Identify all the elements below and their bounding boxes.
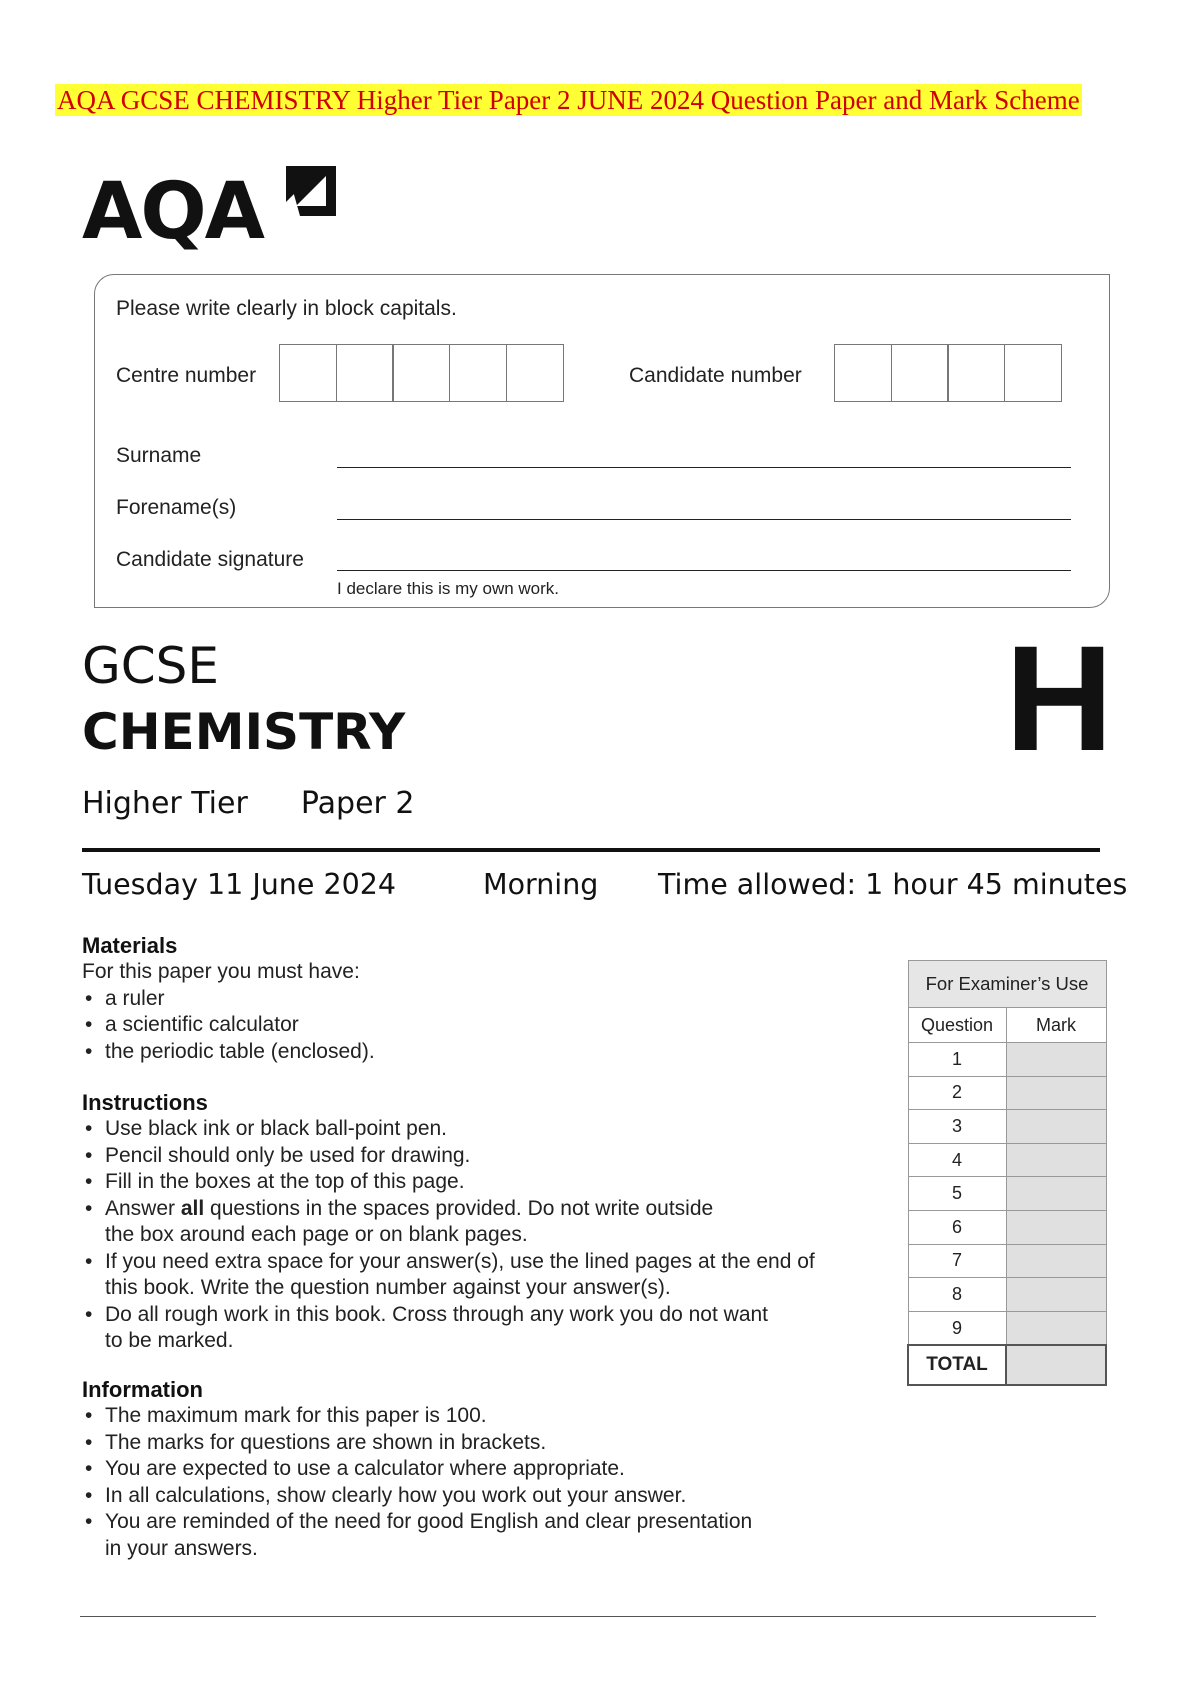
list-item (82, 1302, 862, 1355)
centre-number-boxes[interactable] (279, 344, 563, 402)
list-item: • Fill in the boxes at the top of this page. (82, 1169, 862, 1196)
block-capitals-instruction: Please write clearly in block capitals. (116, 297, 457, 320)
title-divider (82, 848, 1100, 852)
list-item: • a ruler (82, 986, 862, 1013)
aqa-logo (82, 162, 342, 257)
question-number: 4 (908, 1143, 1006, 1177)
materials-list (82, 986, 862, 1066)
candidate-number-digit-box[interactable] (947, 344, 1005, 402)
question-number: 1 (908, 1043, 1006, 1077)
list-text: to be marked. (105, 1329, 234, 1352)
question-number: 6 (908, 1210, 1006, 1244)
centre-number-label: Centre number (116, 364, 257, 387)
instructions-heading: Instructions (82, 1090, 208, 1115)
examiner-use-table (907, 960, 1107, 1386)
centre-number-digit-box[interactable] (449, 344, 507, 402)
footer-divider (80, 1616, 1096, 1617)
signature-label: Candidate signature (116, 548, 304, 571)
question-number: 2 (908, 1076, 1006, 1110)
question-number: 3 (908, 1110, 1006, 1144)
tier-letter: H (1005, 614, 1114, 782)
exam-session: Morning (483, 868, 599, 901)
information-heading: Information (82, 1377, 203, 1402)
materials-heading: Materials (82, 933, 178, 958)
list-item (82, 1249, 862, 1302)
information-list (82, 1403, 862, 1562)
mark-cell[interactable] (1006, 1076, 1106, 1110)
materials-section (82, 933, 862, 1065)
mark-cell[interactable] (1006, 1143, 1106, 1177)
aqa-logo-mark-icon (282, 162, 340, 220)
surname-line[interactable] (337, 467, 1071, 468)
list-item: • The maximum mark for this paper is 100. (82, 1403, 862, 1430)
centre-number-digit-box[interactable] (392, 344, 450, 402)
signature-line[interactable] (337, 570, 1071, 571)
table-row (908, 1177, 1106, 1211)
information-section (82, 1377, 862, 1562)
aqa-logo-text: AQA (82, 167, 264, 257)
list-text: If you need extra space for your answer(s), use the lined pages at the end of (105, 1249, 815, 1273)
document-title-banner: AQA GCSE CHEMISTRY Higher Tier Paper 2 JUNE 2024 Question Paper and Mark Scheme (57, 85, 1080, 115)
question-number: 8 (908, 1278, 1006, 1312)
centre-number-digit-box[interactable] (506, 344, 564, 402)
table-row (908, 1210, 1106, 1244)
list-item: • In all calculations, show clearly how you work out your answer. (82, 1483, 862, 1510)
question-column-header: Question (908, 1008, 1006, 1043)
centre-number-digit-box[interactable] (279, 344, 337, 402)
mark-cell[interactable] (1006, 1210, 1106, 1244)
table-row (908, 1043, 1106, 1077)
forename-label: Forename(s) (116, 496, 237, 519)
tier-label: Higher Tier (82, 786, 248, 821)
list-text: in your answers. (105, 1536, 258, 1560)
emphasis-all: all (180, 1196, 205, 1220)
candidate-number-label: Candidate number (629, 364, 802, 387)
list-item (82, 1196, 862, 1249)
table-row (908, 1244, 1106, 1278)
time-allowed: Time allowed: 1 hour 45 minutes (658, 868, 1128, 901)
list-text: this book. Write the question number against your answer(s). (105, 1276, 671, 1299)
examiner-table-title: For Examiner’s Use (908, 961, 1106, 1008)
list-item: • The marks for questions are shown in brackets. (82, 1430, 862, 1457)
candidate-number-digit-box[interactable] (834, 344, 892, 402)
list-text: the box around each page or on blank pages. (105, 1223, 528, 1246)
centre-number-digit-box[interactable] (336, 344, 394, 402)
table-row (908, 1143, 1106, 1177)
question-number: 5 (908, 1177, 1006, 1211)
mark-cell[interactable] (1006, 1244, 1106, 1278)
table-row (908, 1278, 1106, 1312)
surname-label: Surname (116, 444, 202, 467)
question-number: 7 (908, 1244, 1006, 1278)
mark-cell[interactable] (1006, 1177, 1106, 1211)
list-item (82, 1509, 862, 1562)
list-item: • Pencil should only be used for drawing. (82, 1143, 862, 1170)
forename-line[interactable] (337, 519, 1071, 520)
list-text: questions in the spaces provided. Do not write outside (204, 1196, 714, 1220)
candidate-number-digit-box[interactable] (1004, 344, 1062, 402)
mark-cell[interactable] (1006, 1311, 1106, 1345)
candidate-number-boxes[interactable] (834, 344, 1061, 402)
declaration-text: I declare this is my own work. (337, 579, 560, 598)
mark-column-header: Mark (1006, 1008, 1106, 1043)
total-mark-cell[interactable] (1006, 1345, 1106, 1385)
list-text: Do all rough work in this book. Cross through any work you do not want (105, 1302, 769, 1326)
subject-title: CHEMISTRY (82, 703, 406, 761)
qualification-title: GCSE (82, 637, 219, 695)
list-text: Answer (105, 1196, 181, 1220)
list-item: • You are expected to use a calculator where appropriate. (82, 1456, 862, 1483)
instructions-list (82, 1116, 862, 1355)
table-row (908, 1110, 1106, 1144)
question-number: 9 (908, 1311, 1006, 1345)
instructions-section (82, 1090, 862, 1355)
list-item: • a scientific calculator (82, 1012, 862, 1039)
total-label: TOTAL (908, 1345, 1006, 1385)
mark-cell[interactable] (1006, 1110, 1106, 1144)
candidate-number-digit-box[interactable] (891, 344, 949, 402)
exam-date: Tuesday 11 June 2024 (82, 868, 396, 901)
materials-intro: For this paper you must have: (82, 960, 360, 983)
total-row (908, 1345, 1106, 1385)
table-row (908, 1076, 1106, 1110)
paper-label: Paper 2 (300, 786, 415, 821)
mark-cell[interactable] (1006, 1043, 1106, 1077)
table-row (908, 1311, 1106, 1345)
mark-cell[interactable] (1006, 1278, 1106, 1312)
list-text: You are reminded of the need for good English and clear presentation (105, 1510, 753, 1533)
list-item: • Use black ink or black ball-point pen. (82, 1116, 862, 1143)
tier-paper-line (82, 786, 415, 821)
list-item: • the periodic table (enclosed). (82, 1039, 862, 1066)
